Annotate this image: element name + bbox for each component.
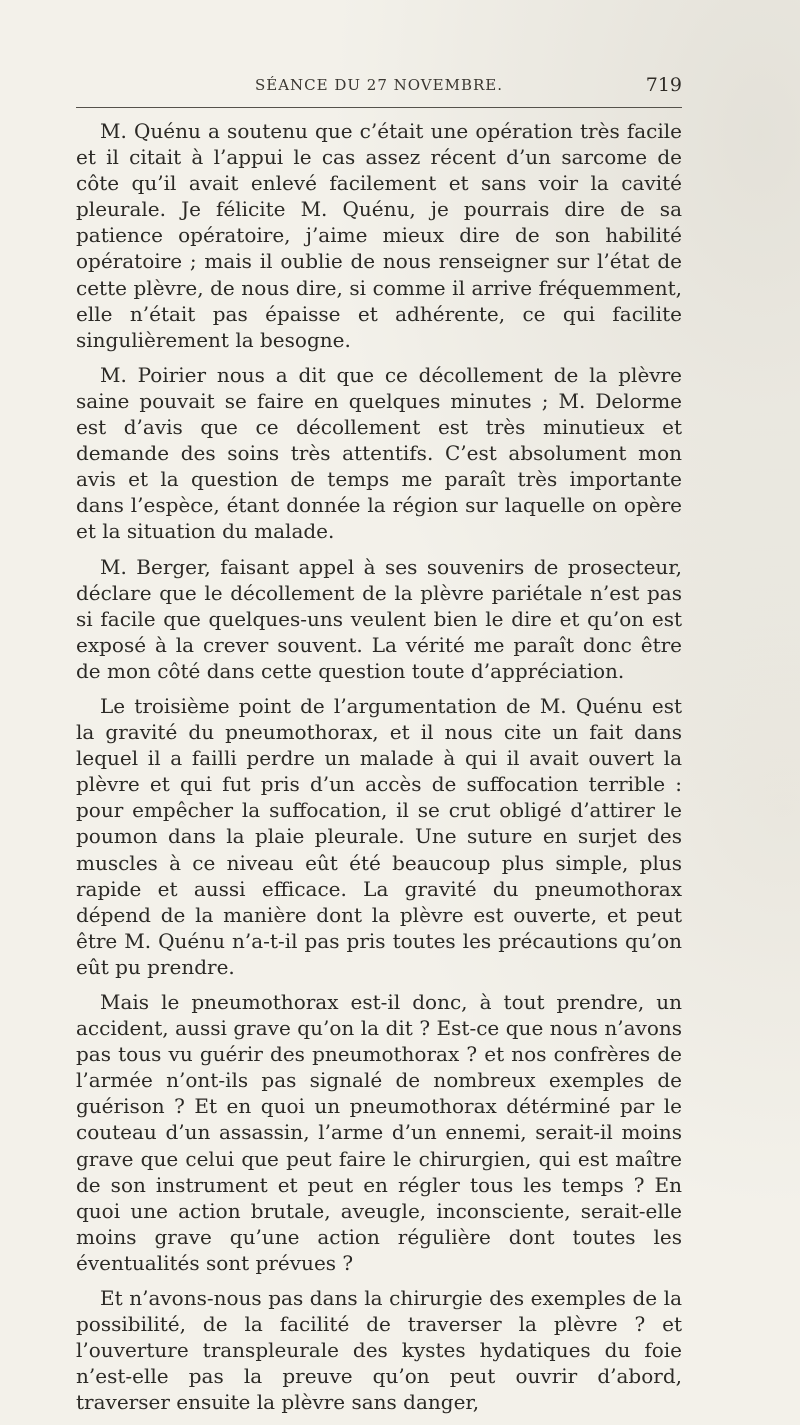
- paragraph: Mais le pneumothorax est-il donc, à tout prendre, un accident, aussi grave qu’on la dit ? Est-ce que nous n’avons pas tous vu guérir des pneumothorax ? et nos confrères de l’armée n’ont-ils pas signalé de nombreux exemples de guérison ? Et en quoi un pneumothorax détérminé par le couteau d’un assassin, l’arme d’un ennemi, serait-il moins grave que celui que peut faire le chirurgien, qui est maître de son instrument et peut en régler tous les temps ? En quoi une action brutale, aveugle, inconsciente, serait-elle moins grave qu’une action régulière dont toutes les éventualités sont prévues ?: [76, 990, 682, 1275]
- running-head: [76, 74, 682, 100]
- paragraph: M. Poirier nous a dit que ce décollement de la plèvre saine pouvait se faire en quelques minutes ; M. Delorme est d’avis que ce décollement est très minutieux et demande des soins très attentifs. C’est absolument mon avis et la question de temps me paraît très importante dans l’espèce, étant donnée la région sur laquelle on opère et la situation du malade.: [76, 362, 682, 544]
- body-text: [76, 118, 682, 1425]
- paragraph: Le troisième point de l’argumentation de M. Quénu est la gravité du pneumothorax, et il nous cite un fait dans lequel il a failli perdre un malade à qui il avait ouvert la plèvre et qui fut pris d’un accès de suffocation terrible : pour empêcher la suffocation, il se crut obligé d’attirer le poumon dans la plaie pleurale. Une suture en surjet des muscles à ce niveau eût été beaucoup plus simple, plus rapide et aussi efficace. La gravité du pneumothorax dépend de la manière dont la plèvre est ouverte, et peut être M. Quénu n’a-t-il pas pris toutes les précautions qu’on eût pu prendre.: [76, 693, 682, 979]
- running-title: SÉANCE DU 27 NOVEMBRE.: [254, 76, 503, 94]
- paragraph: M. Berger, faisant appel à ses souvenirs de prosecteur, déclare que le décollement de la plèvre pariétale n’est pas si facile que quelques-uns veulent bien le dire et qu’on est exposé à la crever souvent. La vérité me paraît donc être de mon côté dans cette question toute d’appréciation.: [76, 554, 682, 683]
- page-number: 719: [645, 74, 682, 96]
- paragraph: M. Quénu a soutenu que c’était une opération très facile et il citait à l’appui le cas assez récent d’un sarcome de côte qu’il avait enlevé facilement et sans voir la cavité pleurale. Je félicite M. Quénu, je pourrais dire de sa patience opératoire, j’aime mieux dire de son habilité opératoire ; mais il oublie de nous renseigner sur l’état de cette plèvre, de nous dire, si comme il arrive fréquemment, elle n’était pas épaisse et adhérente, ce qui facilite singulièrement la besogne.: [76, 119, 682, 352]
- header-rule: [76, 107, 682, 108]
- paragraph: Et n’avons-nous pas dans la chirurgie des exemples de la possibilité, de la facilité de traverser la plèvre ? et l’ouverture transpleurale des kystes hydatiques du foie n’est-elle pas la preuve qu’on peut ouvrir d’abord, traverser ensuite la plèvre sans danger,: [76, 1286, 682, 1415]
